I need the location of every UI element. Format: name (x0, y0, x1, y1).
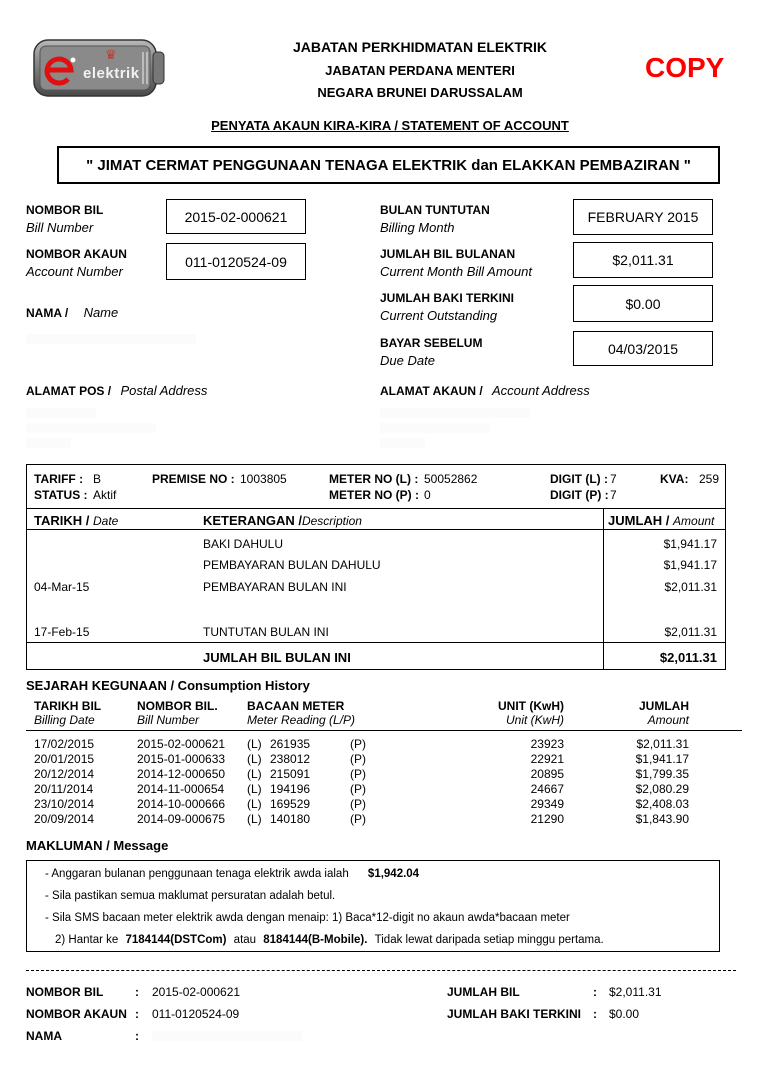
history-reading: 169529 (270, 797, 311, 811)
history-p: (P) (350, 737, 366, 751)
history-unit: 21290 (530, 812, 564, 826)
footer-total-label: JUMLAH BIL (447, 985, 520, 999)
message-line-4 (55, 934, 604, 946)
col-date-sublabel: Date (93, 514, 119, 528)
history-unit: 22921 (530, 752, 564, 766)
footer-account-value: 011-0120524-09 (152, 1007, 240, 1021)
history-date: 23/10/2014 (34, 797, 95, 811)
footer-name-label: NAMA (26, 1029, 62, 1043)
org-line-3: NEGARA BRUNEI DARUSSALAM (317, 85, 523, 100)
digit-p-label: DIGIT (P) : (550, 488, 609, 502)
bill-number-label: NOMBOR BIL Bill Number (26, 203, 104, 235)
colon: : (593, 985, 597, 999)
history-reading: 194196 (270, 782, 311, 796)
history-p: (P) (350, 782, 366, 796)
history-bill: 2014-09-000675 (137, 812, 226, 826)
statement-row-amount: $1,941.17 (663, 558, 717, 572)
history-p: (P) (350, 797, 366, 811)
crown-icon: ♛ (105, 47, 117, 62)
history-col-label: BACAAN METER (247, 699, 345, 713)
account-address-line-redacted (380, 438, 425, 448)
history-unit: 23923 (530, 737, 564, 751)
outstanding-label: JUMLAH BAKI TERKINI Current Outstanding (380, 291, 514, 323)
history-col-bill (137, 699, 218, 727)
message-text: Tidak lewat daripada setiap minggu pertama. (374, 934, 604, 946)
history-l: (L) (247, 797, 262, 811)
history-col-label: UNIT (KwH) (498, 699, 564, 713)
history-date: 20/11/2014 (34, 782, 94, 796)
col-date-label: TARIKH / (34, 513, 90, 528)
message-text: 2) Hantar ke (55, 934, 119, 946)
account-address-line-redacted (380, 408, 530, 418)
status-value: Aktif (93, 488, 117, 502)
history-row (0, 812, 760, 826)
outstanding-value: $0.00 (573, 285, 713, 322)
org-line-2: JABATAN PERDANA MENTERI (325, 63, 515, 78)
footer-bill-label: NOMBOR BIL (26, 985, 104, 999)
statement-title: PENYATA AKAUN KIRA-KIRA / STATEMENT OF ACCOUNT (211, 118, 569, 133)
footer-outstanding-label: JUMLAH BAKI TERKINI (447, 1007, 581, 1021)
history-date: 20/09/2014 (34, 812, 95, 826)
col-desc-header (203, 513, 362, 528)
postal-address-line-redacted (26, 423, 156, 433)
history-date: 17/02/2015 (34, 737, 95, 751)
tariff-value: B (93, 472, 102, 486)
history-header-rule (26, 730, 742, 731)
kva-label: KVA: (660, 472, 689, 486)
statement-row-date: 04-Mar-15 (34, 580, 90, 594)
history-row (0, 767, 760, 781)
history-l: (L) (247, 737, 262, 751)
due-date-label: BAYAR SEBELUM Due Date (380, 336, 483, 368)
col-desc-sublabel: Description (301, 514, 362, 528)
history-unit: 29349 (530, 797, 564, 811)
account-address-line-redacted (380, 423, 490, 433)
name-label: NAMA / Name (26, 305, 119, 320)
history-unit: 24667 (530, 782, 564, 796)
history-col-unit (498, 699, 564, 727)
divider (27, 508, 725, 509)
history-amount: $2,080.29 (635, 782, 689, 796)
footer-total-value: $2,011.31 (609, 985, 662, 999)
statement-row-amount: $1,941.17 (663, 537, 717, 551)
colon: : (135, 1007, 139, 1021)
history-amount: $1,941.17 (635, 752, 689, 766)
billing-month-value: FEBRUARY 2015 (573, 199, 713, 235)
account-number-label: NOMBOR AKAUN Account Number (26, 247, 127, 279)
footer-outstanding-value: $0.00 (609, 1007, 640, 1021)
history-col-amount (639, 699, 689, 727)
digit-p-value: 7 (610, 488, 617, 502)
message-line-2: - Sila pastikan semua maklumat persuratan adalah betul. (45, 890, 336, 902)
history-col-sublabel: Meter Reading (L/P) (247, 713, 356, 727)
history-col-sublabel: Amount (647, 713, 689, 727)
history-col-label: NOMBOR BIL. (137, 699, 218, 713)
history-p: (P) (350, 812, 366, 826)
footer-account-label: NOMBOR AKAUN (26, 1007, 127, 1021)
history-col-sublabel: Unit (KwH) (505, 713, 564, 727)
history-date: 20/01/2015 (34, 752, 95, 766)
tariff-label: TARIFF : (34, 472, 84, 486)
statement-row-desc: PEMBAYARAN BULAN INI (203, 580, 347, 594)
history-col-sublabel: Billing Date (34, 713, 95, 727)
premise-label: PREMISE NO : (152, 472, 235, 486)
history-l: (L) (247, 767, 262, 781)
current-bill-label: JUMLAH BIL BULANAN Current Month Bill Amount (380, 247, 532, 279)
digit-l-value: 7 (610, 472, 617, 486)
meter-l-label: METER NO (L) : (329, 472, 419, 486)
history-row (0, 782, 760, 796)
meter-p-value: 0 (424, 488, 431, 502)
history-bill: 2014-12-000650 (137, 767, 226, 781)
tear-off-line (26, 970, 736, 971)
divider (27, 642, 725, 643)
postal-address-line-redacted (26, 438, 71, 448)
history-row (0, 797, 760, 811)
postal-address-label: ALAMAT POS / Postal Address (26, 383, 208, 398)
postal-address-line-redacted (26, 408, 96, 418)
history-row (0, 737, 760, 751)
statement-row-desc: BAKI DAHULU (203, 537, 284, 551)
colon: : (135, 985, 139, 999)
account-number-value: 011-0120524-09 (166, 243, 306, 280)
history-p: (P) (350, 767, 366, 781)
col-date-header (34, 513, 118, 528)
message-title: MAKLUMAN / Message (26, 838, 169, 853)
history-reading: 215091 (270, 767, 311, 781)
history-bill: 2015-01-000633 (137, 752, 226, 766)
statement-row-desc: PEMBAYARAN BULAN DAHULU (203, 558, 381, 572)
bill-number-value: 2015-02-000621 (166, 199, 306, 234)
history-unit: 20895 (530, 767, 564, 781)
statement-total-label: JUMLAH BIL BULAN INI (203, 650, 351, 665)
name-value-redacted (26, 334, 196, 344)
history-reading: 261935 (270, 737, 311, 751)
statement-row-date: 17-Feb-15 (34, 625, 90, 639)
history-amount: $2,408.03 (635, 797, 689, 811)
history-col-reading (247, 699, 355, 727)
copy-stamp: COPY (645, 52, 725, 83)
history-l: (L) (247, 812, 262, 826)
col-amount-header (608, 513, 714, 528)
meter-p-label: METER NO (P) : (329, 488, 419, 502)
estimated-amount: $1,942.04 (367, 868, 420, 880)
history-bill: 2015-02-000621 (137, 737, 226, 751)
history-p: (P) (350, 752, 366, 766)
history-amount: $2,011.31 (636, 737, 689, 751)
history-col-label: JUMLAH (639, 699, 689, 713)
history-amount: $1,843.90 (635, 812, 689, 826)
history-col-label: TARIKH BIL (34, 699, 102, 713)
history-col-date (34, 699, 101, 727)
divider (27, 529, 725, 530)
slogan-banner: " JIMAT CERMAT PENGGUNAAN TENAGA ELEKTRIK dan ELAKKAN PEMBAZIRAN " (57, 146, 720, 184)
current-bill-value: $2,011.31 (573, 242, 713, 278)
history-date: 20/12/2014 (34, 767, 95, 781)
statement-row-amount: $2,011.31 (664, 625, 717, 639)
col-amount-sublabel: Amount (673, 514, 715, 528)
col-amount-label: JUMLAH / (608, 513, 670, 528)
message-box (26, 860, 720, 952)
history-title: SEJARAH KEGUNAAN / Consumption History (26, 678, 310, 693)
col-desc-label: KETERANGAN / (203, 513, 302, 528)
history-l: (L) (247, 752, 262, 766)
message-text: - Anggaran bulanan penggunaan tenaga elektrik awda ialah (45, 868, 349, 880)
history-col-sublabel: Bill Number (137, 713, 200, 727)
divider (603, 508, 604, 670)
sms-number-bmobile: 8184144(B-Mobile). (263, 934, 368, 946)
billing-month-label: BULAN TUNTUTAN Billing Month (380, 203, 490, 235)
statement-row-desc: TUNTUTAN BULAN INI (203, 625, 329, 639)
colon: : (135, 1029, 139, 1043)
message-line-3: - Sila SMS bacaan meter elektrik awda dengan menaip: 1) Baca*12-digit no akaun awda*bacaan meter (45, 912, 570, 924)
history-bill: 2014-11-000654 (137, 782, 225, 796)
statement-table (26, 464, 726, 670)
history-row (0, 752, 760, 766)
history-reading: 238012 (270, 752, 311, 766)
statement-total-amount: $2,011.31 (659, 650, 717, 665)
digit-l-label: DIGIT (L) : (550, 472, 608, 486)
org-line-1: JABATAN PERKHIDMATAN ELEKTRIK (292, 39, 548, 55)
colon: : (593, 1007, 597, 1021)
message-line-1 (45, 868, 419, 880)
history-amount: $1,799.35 (635, 767, 689, 781)
history-bill: 2014-10-000666 (137, 797, 226, 811)
sms-number-dstcom: 7184144(DSTCom) (125, 934, 227, 946)
message-text: atau (233, 934, 257, 946)
due-date-value: 04/03/2015 (573, 331, 713, 366)
account-address-label: ALAMAT AKAUN / Account Address (380, 383, 590, 398)
kva-value: 259 (699, 472, 720, 486)
history-l: (L) (247, 782, 262, 796)
statement-row-amount: $2,011.31 (664, 580, 717, 594)
premise-value: 1003805 (240, 472, 287, 486)
logo-text: elektrik (83, 65, 140, 82)
footer-name-redacted (152, 1031, 302, 1041)
meter-l-value: 50052862 (424, 472, 478, 486)
status-label: STATUS : (34, 488, 88, 502)
footer-bill-value: 2015-02-000621 (152, 985, 241, 999)
history-reading: 140180 (270, 812, 311, 826)
elektrik-logo (33, 38, 166, 98)
